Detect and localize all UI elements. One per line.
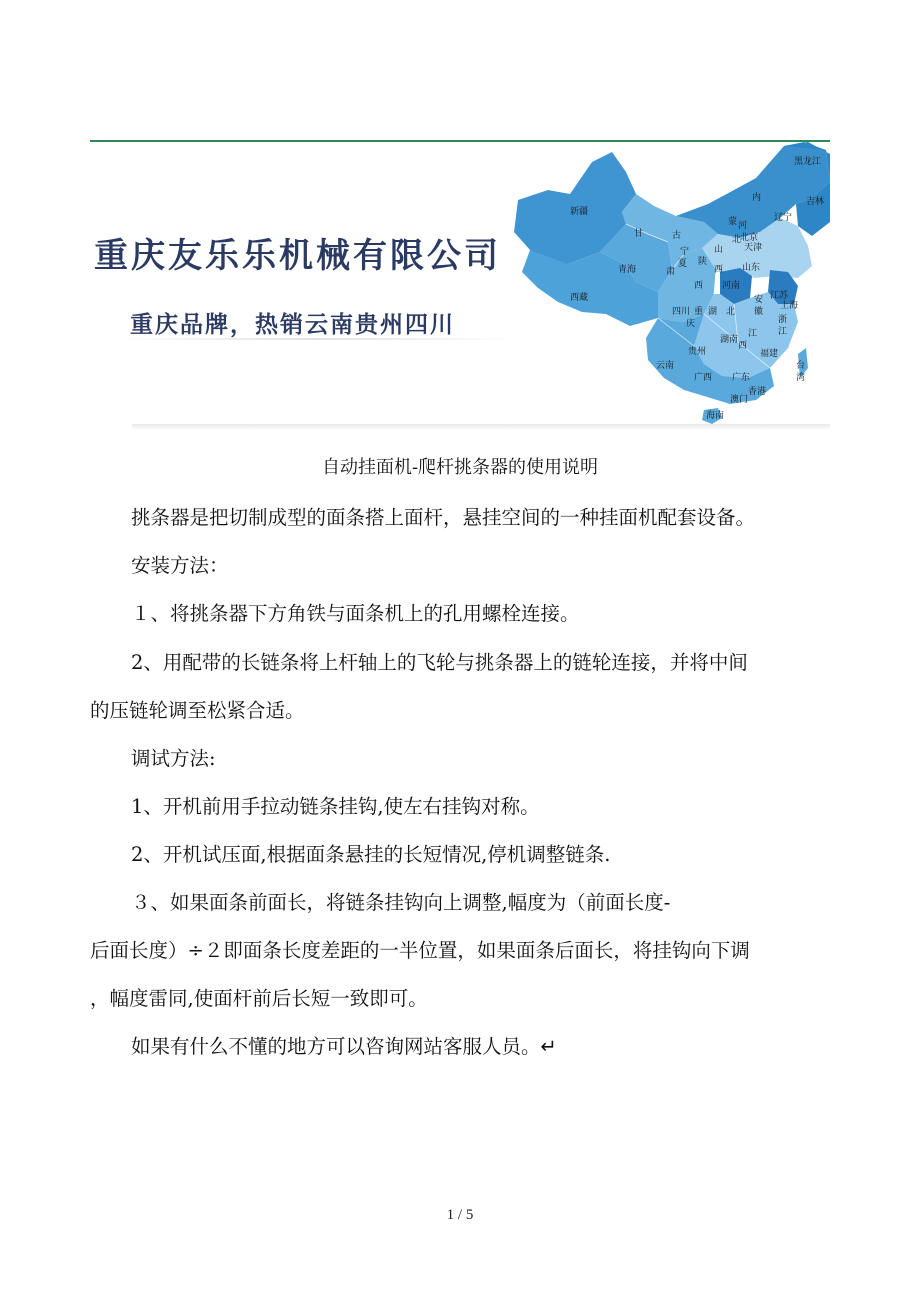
map-label-guangxi: 广西: [694, 373, 713, 383]
debug-step-1: 1、开机前用手拉动链条挂钩,使左右挂钩对称。: [131, 795, 540, 818]
map-label-he: 河: [738, 221, 748, 231]
map-label-guangdong: 广东: [732, 373, 751, 383]
map-label-chong: 重: [694, 307, 704, 317]
map-label-xia: 夏: [678, 259, 688, 269]
install-heading: 安装方法：: [131, 554, 229, 577]
banner-bottom-shadow: [132, 424, 830, 430]
map-label-xinjiang: 新疆: [570, 207, 589, 217]
debug-step-3-line-1: ３、如果面条前面长，将链条挂钩向上调整,幅度为（前面长度-: [131, 891, 671, 914]
paragraph-mark-icon: ↵: [540, 1035, 557, 1058]
map-label-tianjin: 天津: [744, 243, 763, 253]
map-label-beijing: 北京: [740, 233, 759, 243]
map-label-zhe-jiang: 江: [778, 327, 788, 337]
map-label-wan: 湾: [796, 373, 806, 383]
map-label-qing: 庆: [686, 319, 696, 329]
map-label-su: 肃: [666, 267, 676, 277]
map-label-gu: 古: [672, 231, 682, 241]
map-label-yunnan: 云南: [656, 361, 675, 371]
map-label-jiang: 江: [748, 329, 758, 339]
map-label-henan: 河南: [722, 281, 741, 291]
debug-step-2: 2、开机试压面,根据面条悬挂的长短情况,停机调整链条.: [131, 843, 611, 866]
map-label-shan: 山: [714, 245, 724, 255]
install-step-2-line-1: 2、用配带的长链条将上杆轴上的飞轮与挑条器上的链轮连接，并将中间: [131, 651, 748, 674]
debug-step-3-line-2: 后面长度）÷２即面条长度差距的一半位置，如果面条后面长，将挂钩向下调: [90, 939, 750, 962]
map-label-jiangxi-xi: 西: [738, 341, 748, 351]
company-name: 重庆友乐乐机械有限公司: [94, 236, 501, 276]
map-label-xi-shaan: 西: [694, 281, 704, 291]
slogan-underline: [116, 338, 516, 340]
paragraph-intro: 挑条器是把切制成型的面条搭上面杆，悬挂空间的一种挂面机配套设备。: [131, 506, 756, 529]
map-label-macau: 澳门: [730, 395, 749, 405]
map-label-ning: 宁: [680, 247, 690, 257]
map-label-bei: 北: [732, 235, 742, 245]
map-label-tai: 台: [796, 361, 806, 371]
company-slogan: 重庆品牌，热销云南贵州四川: [130, 311, 455, 338]
map-label-sichuan: 四川: [672, 307, 691, 317]
page-number: 1 / 5: [446, 1207, 474, 1223]
map-label-xi-shanxi: 西: [714, 265, 724, 275]
debug-step-3-line-3: ，幅度雷同,使面杆前后长短一致即可。: [90, 987, 428, 1010]
map-label-jilin: 吉林: [806, 197, 825, 207]
closing-text: 如果有什么不懂的地方可以咨询网站客服人员。: [131, 1035, 541, 1058]
map-label-gan: 甘: [634, 229, 644, 239]
map-label-hu: 湖: [708, 307, 718, 317]
map-label-shandong: 山东: [742, 263, 761, 273]
map-label-hubei-bei: 北: [726, 307, 736, 317]
map-label-zhe: 浙: [778, 315, 788, 325]
map-label-shanghai: 上海: [780, 301, 799, 311]
map-label-meng: 蒙: [728, 217, 738, 227]
map-label-guizhou: 贵州: [688, 347, 707, 357]
map-label-jiangsu: 江苏: [770, 291, 789, 301]
debug-heading: 调试方法:: [131, 747, 216, 770]
map-label-xizang: 西藏: [570, 293, 589, 303]
map-label-shaan: 陕: [698, 257, 708, 267]
document-title: 自动挂面机-爬杆挑条器的使用说明: [321, 457, 599, 478]
map-label-hunan: 湖南: [720, 335, 739, 345]
install-step-2-line-2: 的压链轮调至松紧合适。: [90, 699, 305, 722]
install-step-1: １、将挑条器下方角铁与面条机上的孔用螺栓连接。: [131, 602, 580, 625]
closing-line: [131, 1035, 557, 1059]
map-label-hongkong: 香港: [748, 387, 767, 397]
map-label-nei: 内: [752, 193, 762, 203]
map-label-hainan: 海南: [706, 411, 725, 421]
china-map: [508, 142, 830, 426]
map-label-fujian: 福建: [760, 349, 779, 359]
map-label-an: 安: [754, 295, 764, 305]
map-label-qinghai: 青海: [618, 265, 637, 275]
header-banner: [90, 140, 830, 432]
map-label-liaoning: 辽宁: [774, 213, 793, 223]
map-label-hui: 徽: [754, 307, 764, 317]
map-label-heilongjiang: 黑龙江: [794, 157, 822, 167]
